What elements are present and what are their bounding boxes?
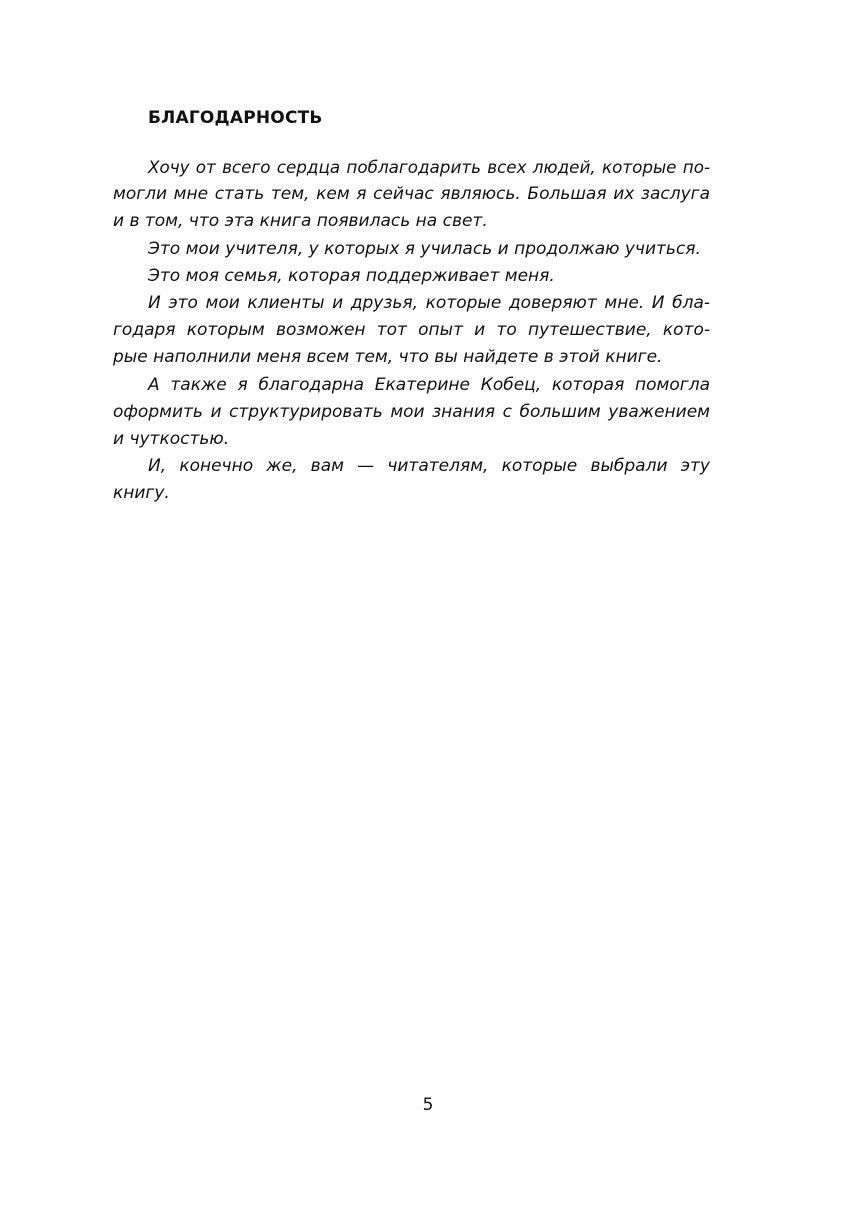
paragraph — [113, 290, 710, 372]
page-number: 5 — [422, 1095, 434, 1115]
paragraph — [113, 154, 710, 236]
text-line: Хочу от всего сердца поблагодарить всех людей, которые по- — [148, 157, 710, 177]
paragraph — [113, 372, 710, 454]
text-line: и в том, что эта книга появилась на свет. — [113, 211, 488, 232]
text-line: А также я благодарна Екатерине Кобец, которая помогла — [148, 374, 710, 395]
paragraph — [113, 263, 710, 290]
text-line: И это мои клиенты и друзья, которые доверяют мне. И бла- — [148, 292, 710, 313]
text-line: годаря которым возможен тот опыт и то путешествие, кото- — [113, 320, 710, 341]
text-line: оформить и структурировать мои знания с большим уважением — [113, 401, 710, 422]
text-line: могли мне стать тем, кем я сейчас являюсь. Большая их заслуга — [113, 184, 710, 205]
section-heading: БЛАГОДАРНОСТЬ — [148, 108, 323, 128]
text-line: рые наполнили меня всем тем, что вы найдете в этой книге. — [113, 347, 663, 368]
text-line: и чуткостью. — [113, 428, 230, 449]
text-line: книгу. — [113, 483, 170, 504]
paragraph — [113, 236, 710, 263]
text-line: И, конечно же, вам — читателям, которые выбрали эту — [148, 456, 710, 477]
text-line: Это мои учителя, у которых я училась и продолжаю учиться. — [148, 238, 701, 259]
text-line: Это моя семья, которая поддерживает меня. — [148, 265, 555, 286]
paragraph — [113, 453, 710, 507]
acknowledgements-text — [113, 154, 710, 507]
